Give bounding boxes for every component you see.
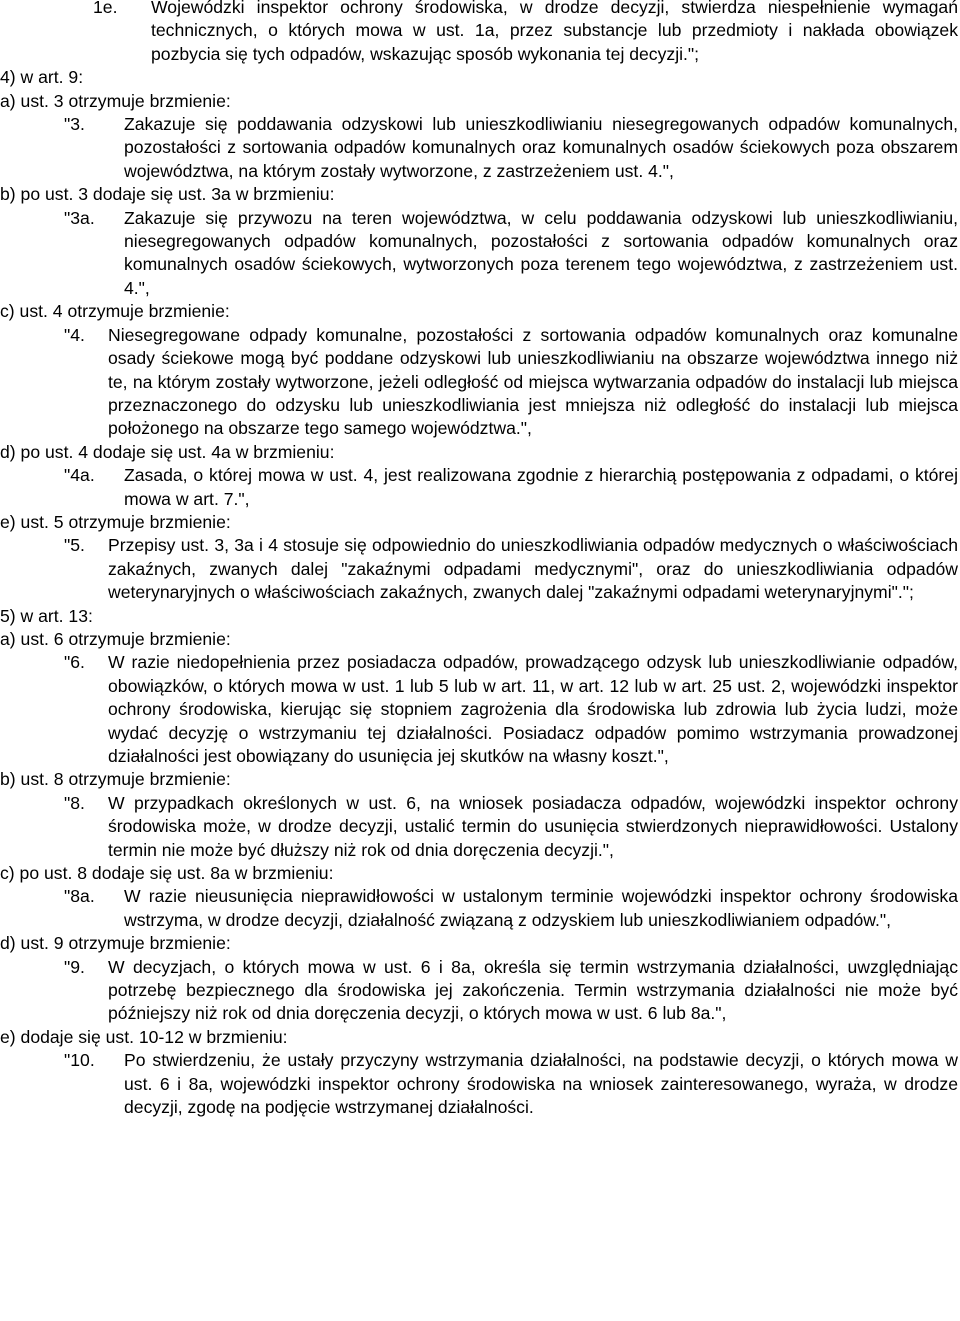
paragraph-text: Niesegregowane odpady komunalne, pozostałości z sortowania odpadów komunalnych oraz komunalne osady ściekowe mogą być poddane odzyskowi lub unieszkodliwianiu na obszarze województwa innego niż te, na którym zostały wytworzone, jeżeli odległość od miejsca wytwarzania odpadów do instalacji lub miejsca przeznaczonego do odzysku lub unieszkodliwiania jest mniejsza niż odległość do instalacji lub miejsca położonego na obszarze tego samego województwa.", (108, 324, 958, 439)
paragraph-text: W przypadkach określonych w ust. 6, na wniosek posiadacza odpadów, wojewódzki inspektor ochrony środowiska może, w drodze decyzji, ustalić termin do usunięcia stwierdzonych nieprawidłowości. Ustalony termin nie może być dłuższy niż rok od dnia doręczenia decyzji.", (108, 792, 958, 860)
paragraph-number: 1e. (93, 0, 118, 17)
paragraph-number: "8a. (64, 886, 95, 907)
amendment-point-d (0, 441, 960, 464)
amendment-point-b (0, 183, 960, 206)
paragraph-text: Zasada, o której mowa w ust. 4, jest realizowana zgodnie z hierarchią postępowania z odpadami, o której mowa w art. 7.", (124, 465, 958, 509)
paragraph-number: "9. (64, 956, 85, 977)
paragraph-number: "3. (64, 114, 85, 135)
article-heading-text: 5) w art. 13: (0, 605, 93, 626)
amendment-point-text: e) dodaje się ust. 10-12 w brzmieniu: (0, 1026, 288, 1047)
paragraph-number: "3a. (64, 207, 95, 228)
amendment-point-text: a) ust. 6 otrzymuje brzmienie: (0, 628, 231, 649)
paragraph-text: Po stwierdzeniu, że ustały przyczyny wstrzymania działalności, na podstawie decyzji, o których mowa w ust. 6 i 8a, wojewódzki inspektor ochrony środowiska na wniosek zainteresowanego, wyraża, w drodze decyzji, zgodę na podjęcie wstrzymanej działalności. (124, 1050, 958, 1118)
quoted-paragraph-10 (0, 1049, 960, 1119)
paragraph-number: "6. (64, 652, 85, 673)
quoted-paragraph-6 (0, 651, 960, 768)
paragraph-number: "4a. (64, 465, 95, 486)
amendment-point-c (0, 862, 960, 885)
article-heading-text: 4) w art. 9: (0, 67, 84, 88)
quoted-paragraph-8a (0, 885, 960, 932)
amendment-point-e (0, 1026, 960, 1049)
amendment-point-text: a) ust. 3 otrzymuje brzmienie: (0, 90, 231, 111)
amendment-point-text: d) ust. 9 otrzymuje brzmienie: (0, 933, 231, 954)
quoted-paragraph-4a (0, 464, 960, 511)
quoted-paragraph-5 (0, 534, 960, 604)
paragraph-text: W decyzjach, o których mowa w ust. 6 i 8a, określa się termin wstrzymania działalności, uwzględniając potrzebę bezpiecznego dla środowiska jej zakończenia. Termin wstrzymania działalności nie może być późniejszy niż rok od dnia doręczenia decyzji, o których mowa w ust. 6 lub 8a.", (108, 956, 958, 1024)
quoted-paragraph-8 (0, 792, 960, 862)
amendment-point-text: b) ust. 8 otrzymuje brzmienie: (0, 769, 231, 790)
paragraph-text: Zakazuje się przywozu na teren województwa, w celu poddawania odzyskowi lub unieszkodliwianiu, niesegregowanych odpadów komunalnych, pozostałości z sortowania odpadów komunalnych oraz komunalnych osadów ściekowych, wytworzonych poza terenem tego województwa, z zastrzeżeniem ust. 4.", (124, 207, 958, 298)
paragraph-text: Zakazuje się poddawania odzyskowi lub unieszkodliwianiu niesegregowanych odpadów komunalnych, pozostałości z sortowania odpadów komunalnych oraz komunalnych osadów ściekowych poza obszarem województwa, na którym zostały wytworzone, z zastrzeżeniem ust. 4.", (124, 114, 958, 181)
paragraph-number: "10. (64, 1050, 95, 1071)
amendment-point-text: b) po ust. 3 dodaje się ust. 3a w brzmieniu: (0, 184, 335, 205)
amendment-point-a (0, 628, 960, 651)
quoted-paragraph-3a (0, 207, 960, 301)
paragraph-number: "8. (64, 792, 85, 813)
paragraph-text: W razie nieusunięcia nieprawidłowości w ustalonym terminie wojewódzki inspektor ochrony środowiska wstrzyma, w drodze decyzji, działalność związaną z odzyskiem lub unieszkodliwianiem odpadów.", (124, 886, 958, 930)
article-heading-13 (0, 605, 960, 628)
amendment-point-text: c) po ust. 8 dodaje się ust. 8a w brzmieniu: (0, 863, 334, 884)
quoted-paragraph-3 (0, 113, 960, 183)
paragraph-text: W razie niedopełnienia przez posiadacza odpadów, prowadzącego odzysk lub unieszkodliwianie odpadów, obowiązków, o których mowa w ust. 1 lub 5 lub w art. 11, w art. 12 lub w art. 25 ust. 2, wojewódzki inspektor ochrony środowiska, kierując się stopniem zagrożenia dla środowiska lub zdrowia lub życia ludzi, może wydać decyzję o wstrzymaniu tej działalności. Posiadacz odpadów pomimo wstrzymania prowadzonej działalności jest obowiązany do usunięcia jej skutków na własny koszt.", (108, 652, 958, 766)
amendment-point-text: e) ust. 5 otrzymuje brzmienie: (0, 511, 231, 532)
paragraph-number: "5. (64, 535, 85, 556)
amendment-point-d (0, 932, 960, 955)
paragraph-number: "4. (64, 324, 85, 345)
amendment-point-c (0, 300, 960, 323)
paragraph-text: Przepisy ust. 3, 3a i 4 stosuje się odpowiednio do unieszkodliwiania odpadów medycznych o właściwościach zakaźnych, zwanych dalej "zakaźnymi odpadami medycznymi", oraz do unieszkodliwiania odpadów weterynaryjnych o właściwościach zakaźnych, zwanych dalej "zakaźnymi odpadami weterynaryjnymi"."; (108, 535, 958, 603)
amendment-point-b (0, 768, 960, 791)
paragraph-1e (0, 0, 960, 66)
amendment-point-text: d) po ust. 4 dodaje się ust. 4a w brzmieniu: (0, 441, 335, 462)
amendment-point-text: c) ust. 4 otrzymuje brzmienie: (0, 301, 230, 322)
quoted-paragraph-9 (0, 956, 960, 1026)
amendment-point-a (0, 90, 960, 113)
paragraph-text: Wojewódzki inspektor ochrony środowiska, w drodze decyzji, stwierdza niespełnienie wymagań technicznych, o których mowa w ust. 1a, przez substancje lub przedmioty i nakłada obowiązek pozbycia się tych odpadów, wskazując sposób wykonania tej decyzji."; (151, 0, 958, 64)
amendment-point-e (0, 511, 960, 534)
article-heading-9 (0, 66, 960, 89)
quoted-paragraph-4 (0, 324, 960, 441)
